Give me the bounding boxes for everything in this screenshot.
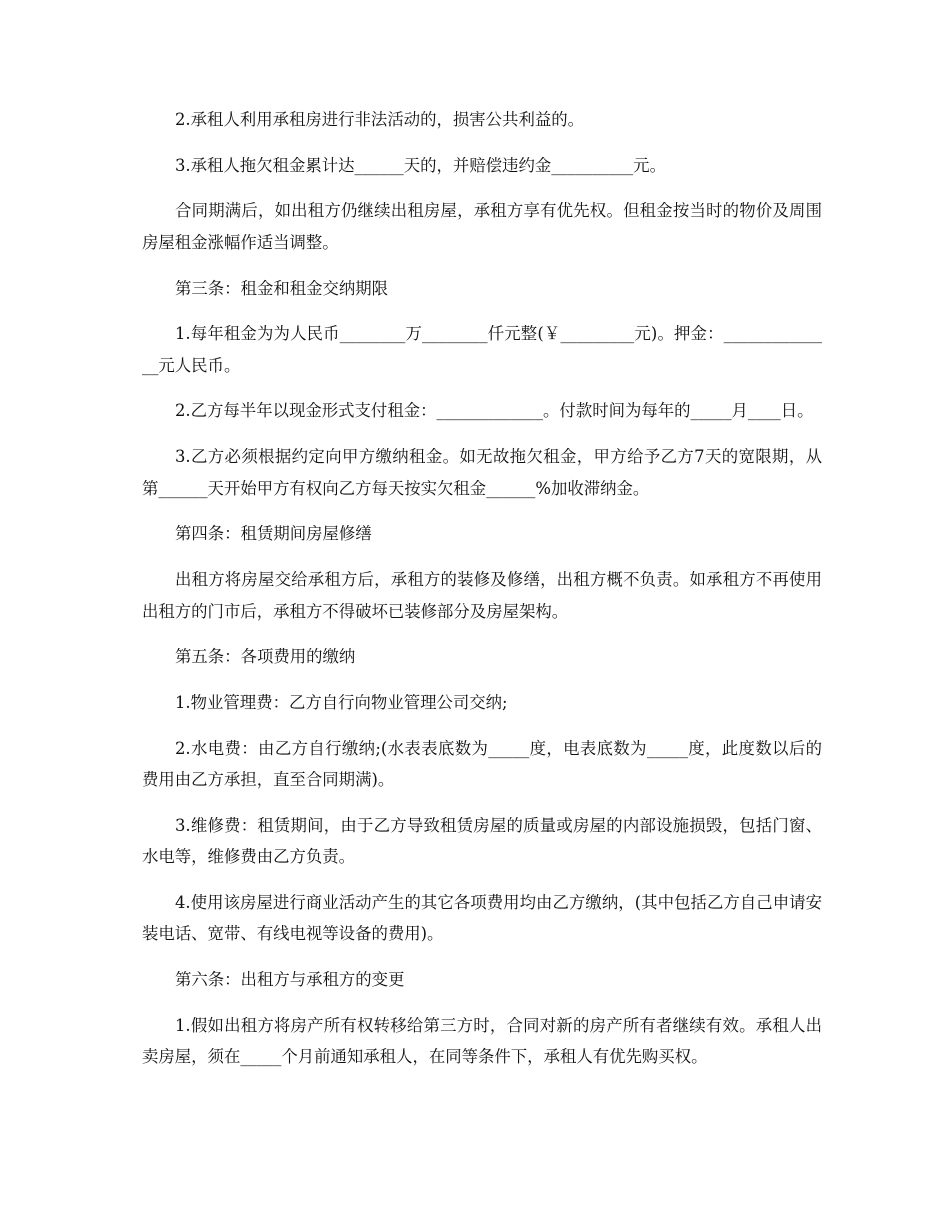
clause-repairs: 出租方将房屋交给承租方后，承租方的装修及修缮，出租方概不负责。如承租方不再使用出租方的门市后，承租方不得破坏已装修部分及房屋架构。: [142, 570, 822, 621]
clause-breach-illegal-use: 2.承租人利用承租房进行非法活动的，损害公共利益的。: [175, 110, 585, 129]
clause-payment-schedule: 2.乙方每半年以现金形式支付租金：_____________。付款时间为每年的_____月____日。: [175, 401, 814, 421]
clause-annual-rent: 1.每年租金为为人民币________万________仟元整(￥_________元)。押金：______________元人民币。: [142, 324, 822, 375]
article-4-heading: 第四条：租赁期间房屋修缮: [175, 524, 372, 544]
clause-breach-rent-arrears: 3.承租人拖欠租金累计达______天的，并赔偿违约金__________元。: [175, 155, 666, 175]
clause-other-fees: 4.使用该房屋进行商业活动产生的其它各项费用均由乙方缴纳，(其中包括乙方自己申请安装电话、宽带、有线电视等设备的费用)。: [142, 892, 822, 944]
article-5-heading: 第五条：各项费用的缴纳: [175, 647, 356, 667]
clause-maintenance-fee: 3.维修费：租赁期间，由于乙方导致租赁房屋的质量或房屋的内部设施损毁，包括门窗、水电等，维修费由乙方负责。: [142, 815, 822, 867]
article-3-heading: 第三条：租金和租金交纳期限: [175, 278, 389, 298]
clause-late-fee: 3.乙方必须根据约定向甲方缴纳租金。如无故拖欠租金，甲方给予乙方7天的宽限期，从第______天开始甲方有权向乙方每天按实欠租金______%加收滞纳金。: [142, 447, 822, 498]
clause-property-fee: 1.物业管理费：乙方自行向物业管理公司交纳;: [175, 692, 508, 712]
clause-renewal-priority: 合同期满后，如出租方仍继续出租房屋，承租方享有优先权。但租金按当时的物价及周围房屋租金涨幅作适当调整。: [142, 201, 822, 252]
clause-ownership-transfer: 1.假如出租方将房产所有权转移给第三方时，合同对新的房产所有者继续有效。承租人出卖房屋，须在_____个月前通知承租人，在同等条件下，承租人有优先购买权。: [142, 1015, 822, 1067]
article-6-heading: 第六条：出租方与承租方的变更: [175, 970, 405, 990]
document-page: [142, 104, 822, 1087]
clause-utilities: 2.水电费：由乙方自行缴纳;(水表表底数为_____度，电表底数为_____度，此度数以后的费用由乙方承担，直至合同期满)。: [142, 738, 822, 790]
